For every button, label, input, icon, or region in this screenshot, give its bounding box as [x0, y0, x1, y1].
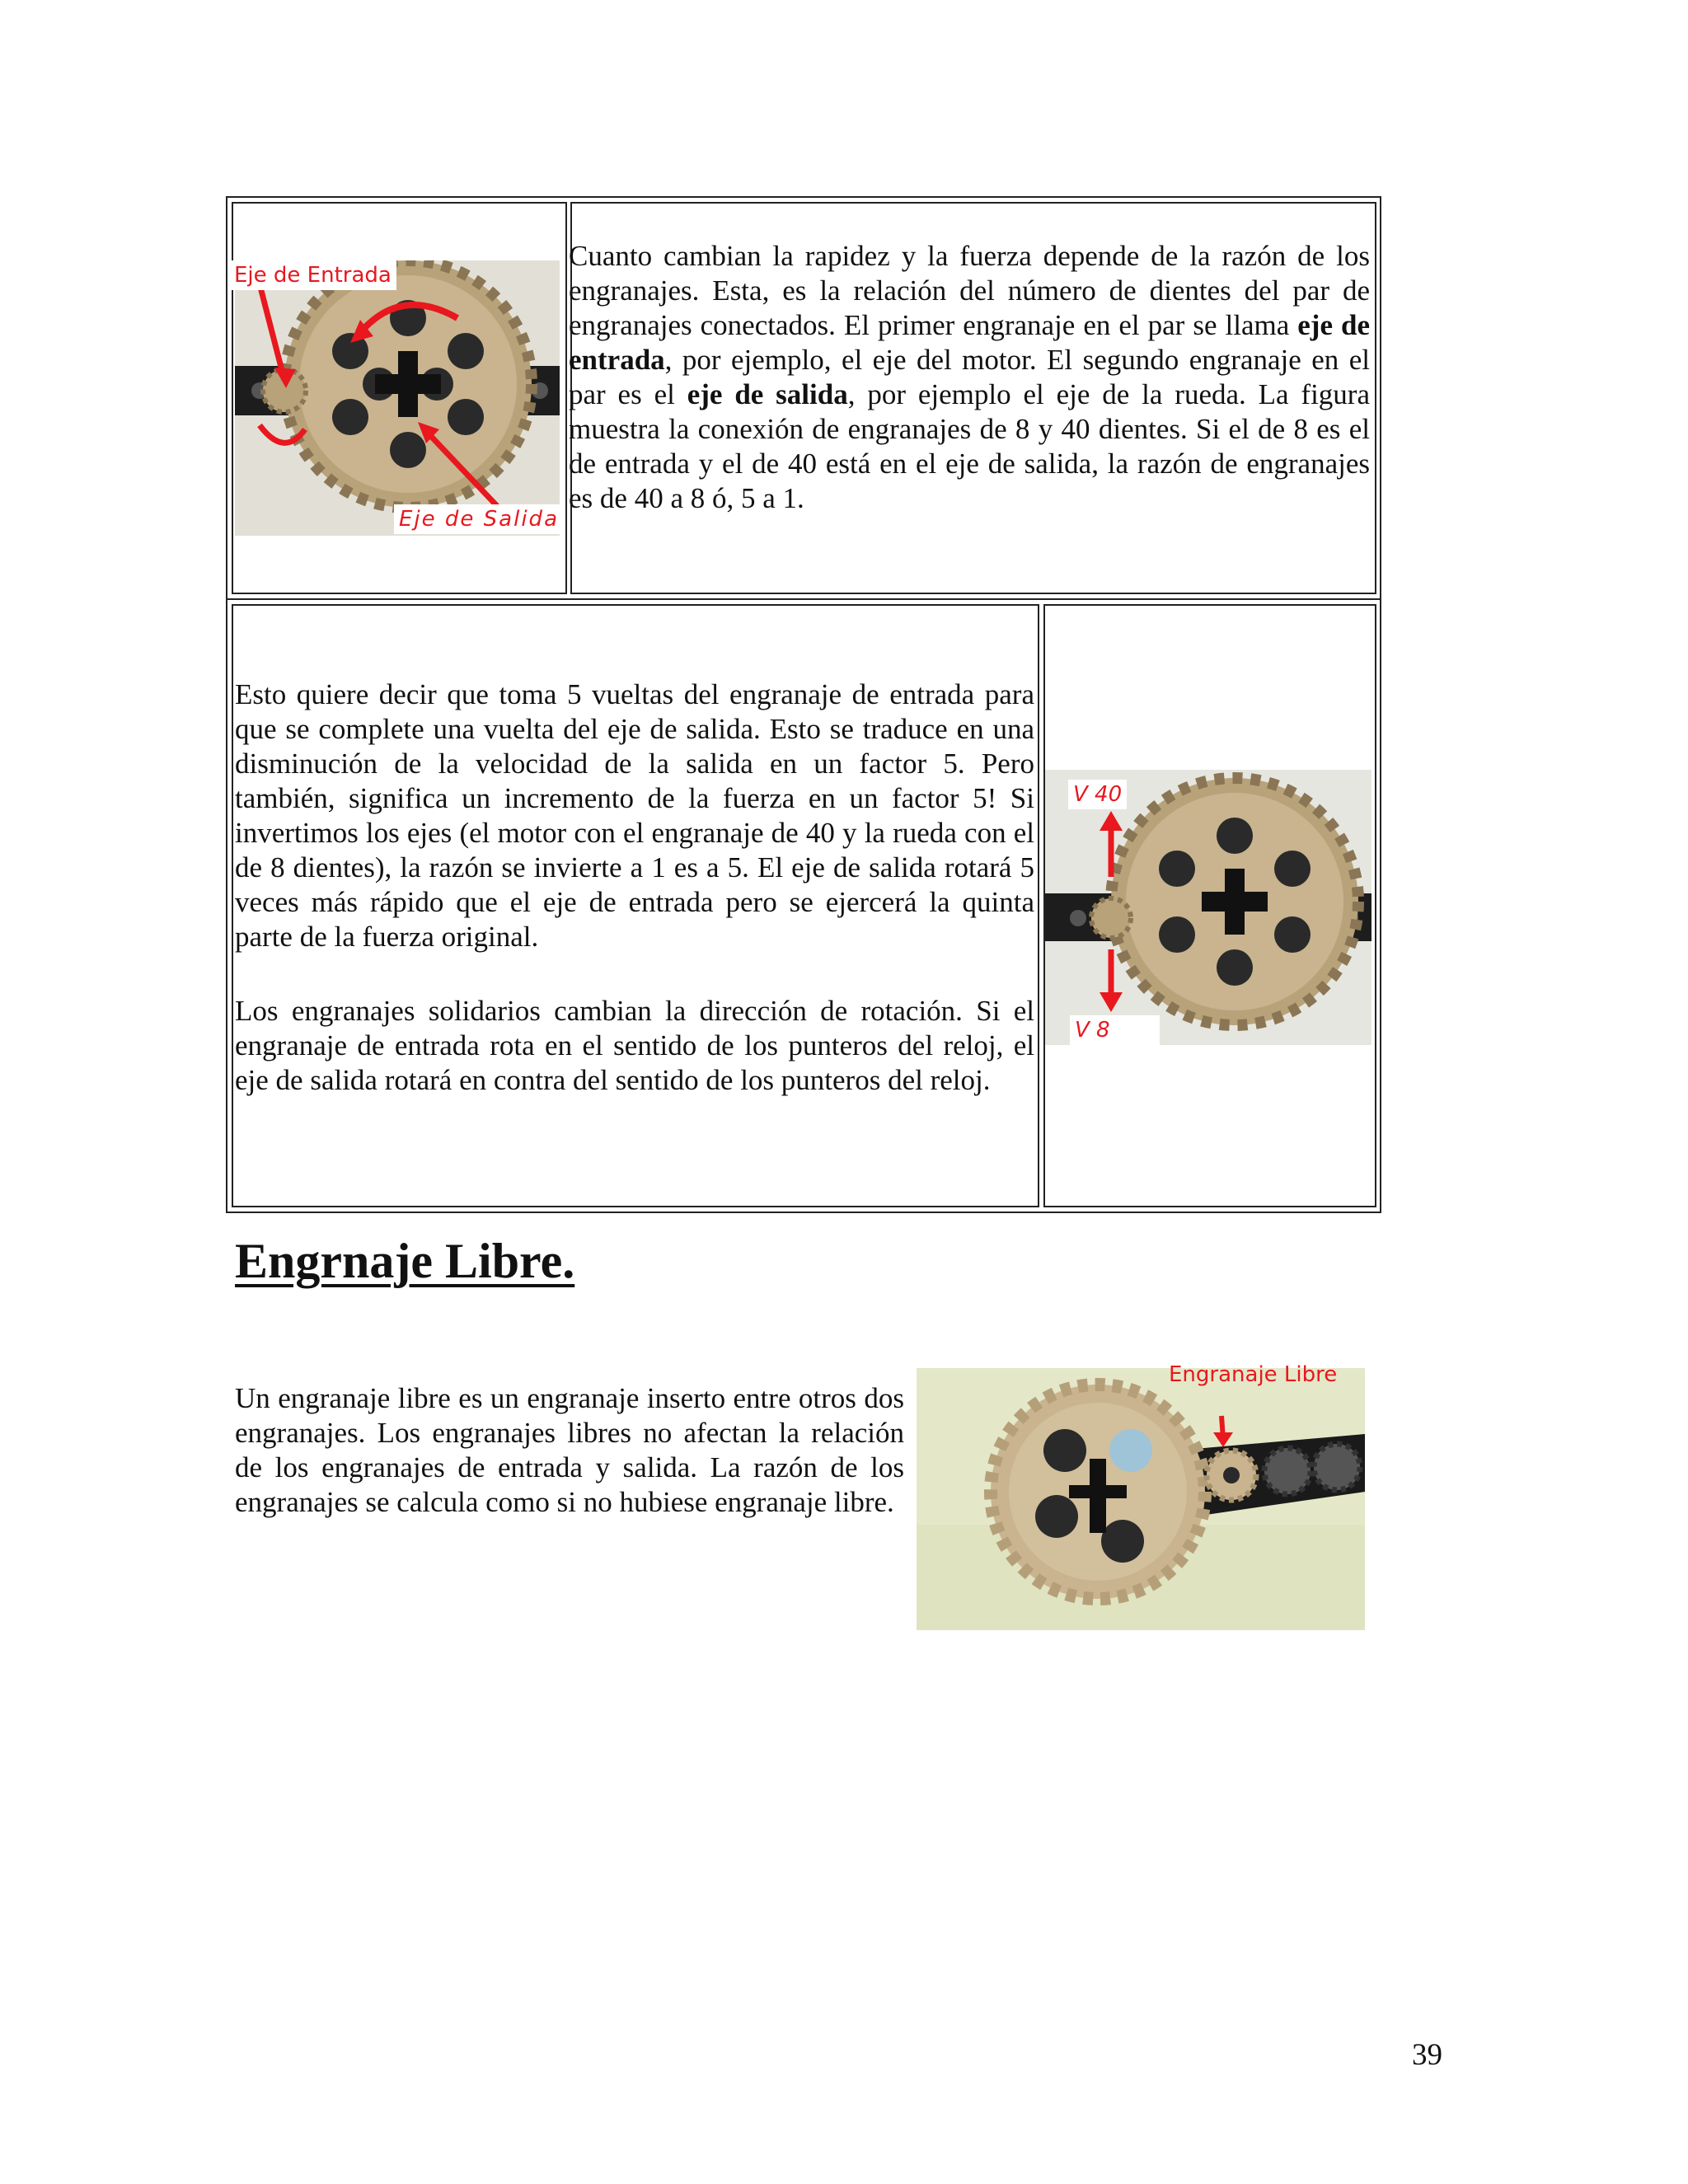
rotation-direction-paragraph: Los engranajes solidarios cambian la dirección de rotación. Si el engranaje de entrada rota en el sentido de los punteros del reloj, el eje de salida rotará en contra del sentido de los punteros del reloj. [235, 995, 1034, 1096]
label-eje-entrada: Eje de Entrada [229, 260, 396, 290]
idle-gear-photo [917, 1368, 1365, 1630]
gear-ratio-paragraph: Cuanto cambian la rapidez y la fuerza depende de la razón de los engranajes. Esta, es la relación del número de dientes del par de engranajes conectados. El primer engranaje en el par se llama eje de entrada, por ejemplo, el eje del motor. El segundo engranaje en el par es el eje de salida, por ejemplo el eje de la rueda. La figura muestra la conexión de engranajes de 8 y 40 dientes. Si el de 8 es el de entrada y el de 40 está en el eje de salida, la razón de engranajes es de 40 a 8 ó, 5 a 1. [569, 240, 1370, 514]
term-eje-salida: eje de salida [687, 378, 848, 410]
label-eje-salida: Eje de Salida [394, 504, 564, 534]
section-heading-engranaje-libre: Engrnaje Libre. [235, 1234, 575, 1288]
label-v8: V 8 [1070, 1015, 1160, 1045]
speed-force-paragraph: Esto quiere decir que toma 5 vueltas del engranaje de entrada para que se complete una vuelta del eje de salida. Esto se traduce en una disminución de la velocidad de la salida en un factor 5. Pero también, significa un incremento de la fuerza en un factor 5! Si invertimos los ejes (el motor con el engranaje de 40 y la rueda con el de 8 dientes), la razón se invierte a 1 es a 5. El eje de salida rotará 5 veces más rápido que el eje de entrada pero se ejercerá la quinta parte de la fuerza original. [235, 678, 1034, 953]
gear-v40-v8-photo [1045, 770, 1372, 1045]
gear-40-8-photo [235, 260, 560, 536]
label-engranaje-libre: Engranaje Libre [1169, 1362, 1338, 1387]
idle-gear-paragraph: Un engranaje libre es un engranaje inserto entre otros dos engranajes. Los engranajes libres no afectan la relación de los engranajes de entrada y salida. La razón de los engranajes se calcula como si no hubiese engranaje libre. [235, 1382, 904, 1518]
page-number: 39 [1412, 2038, 1442, 2072]
label-v40: V 40 [1068, 780, 1127, 809]
term-eje-entrada: eje de entrada [569, 309, 1370, 376]
